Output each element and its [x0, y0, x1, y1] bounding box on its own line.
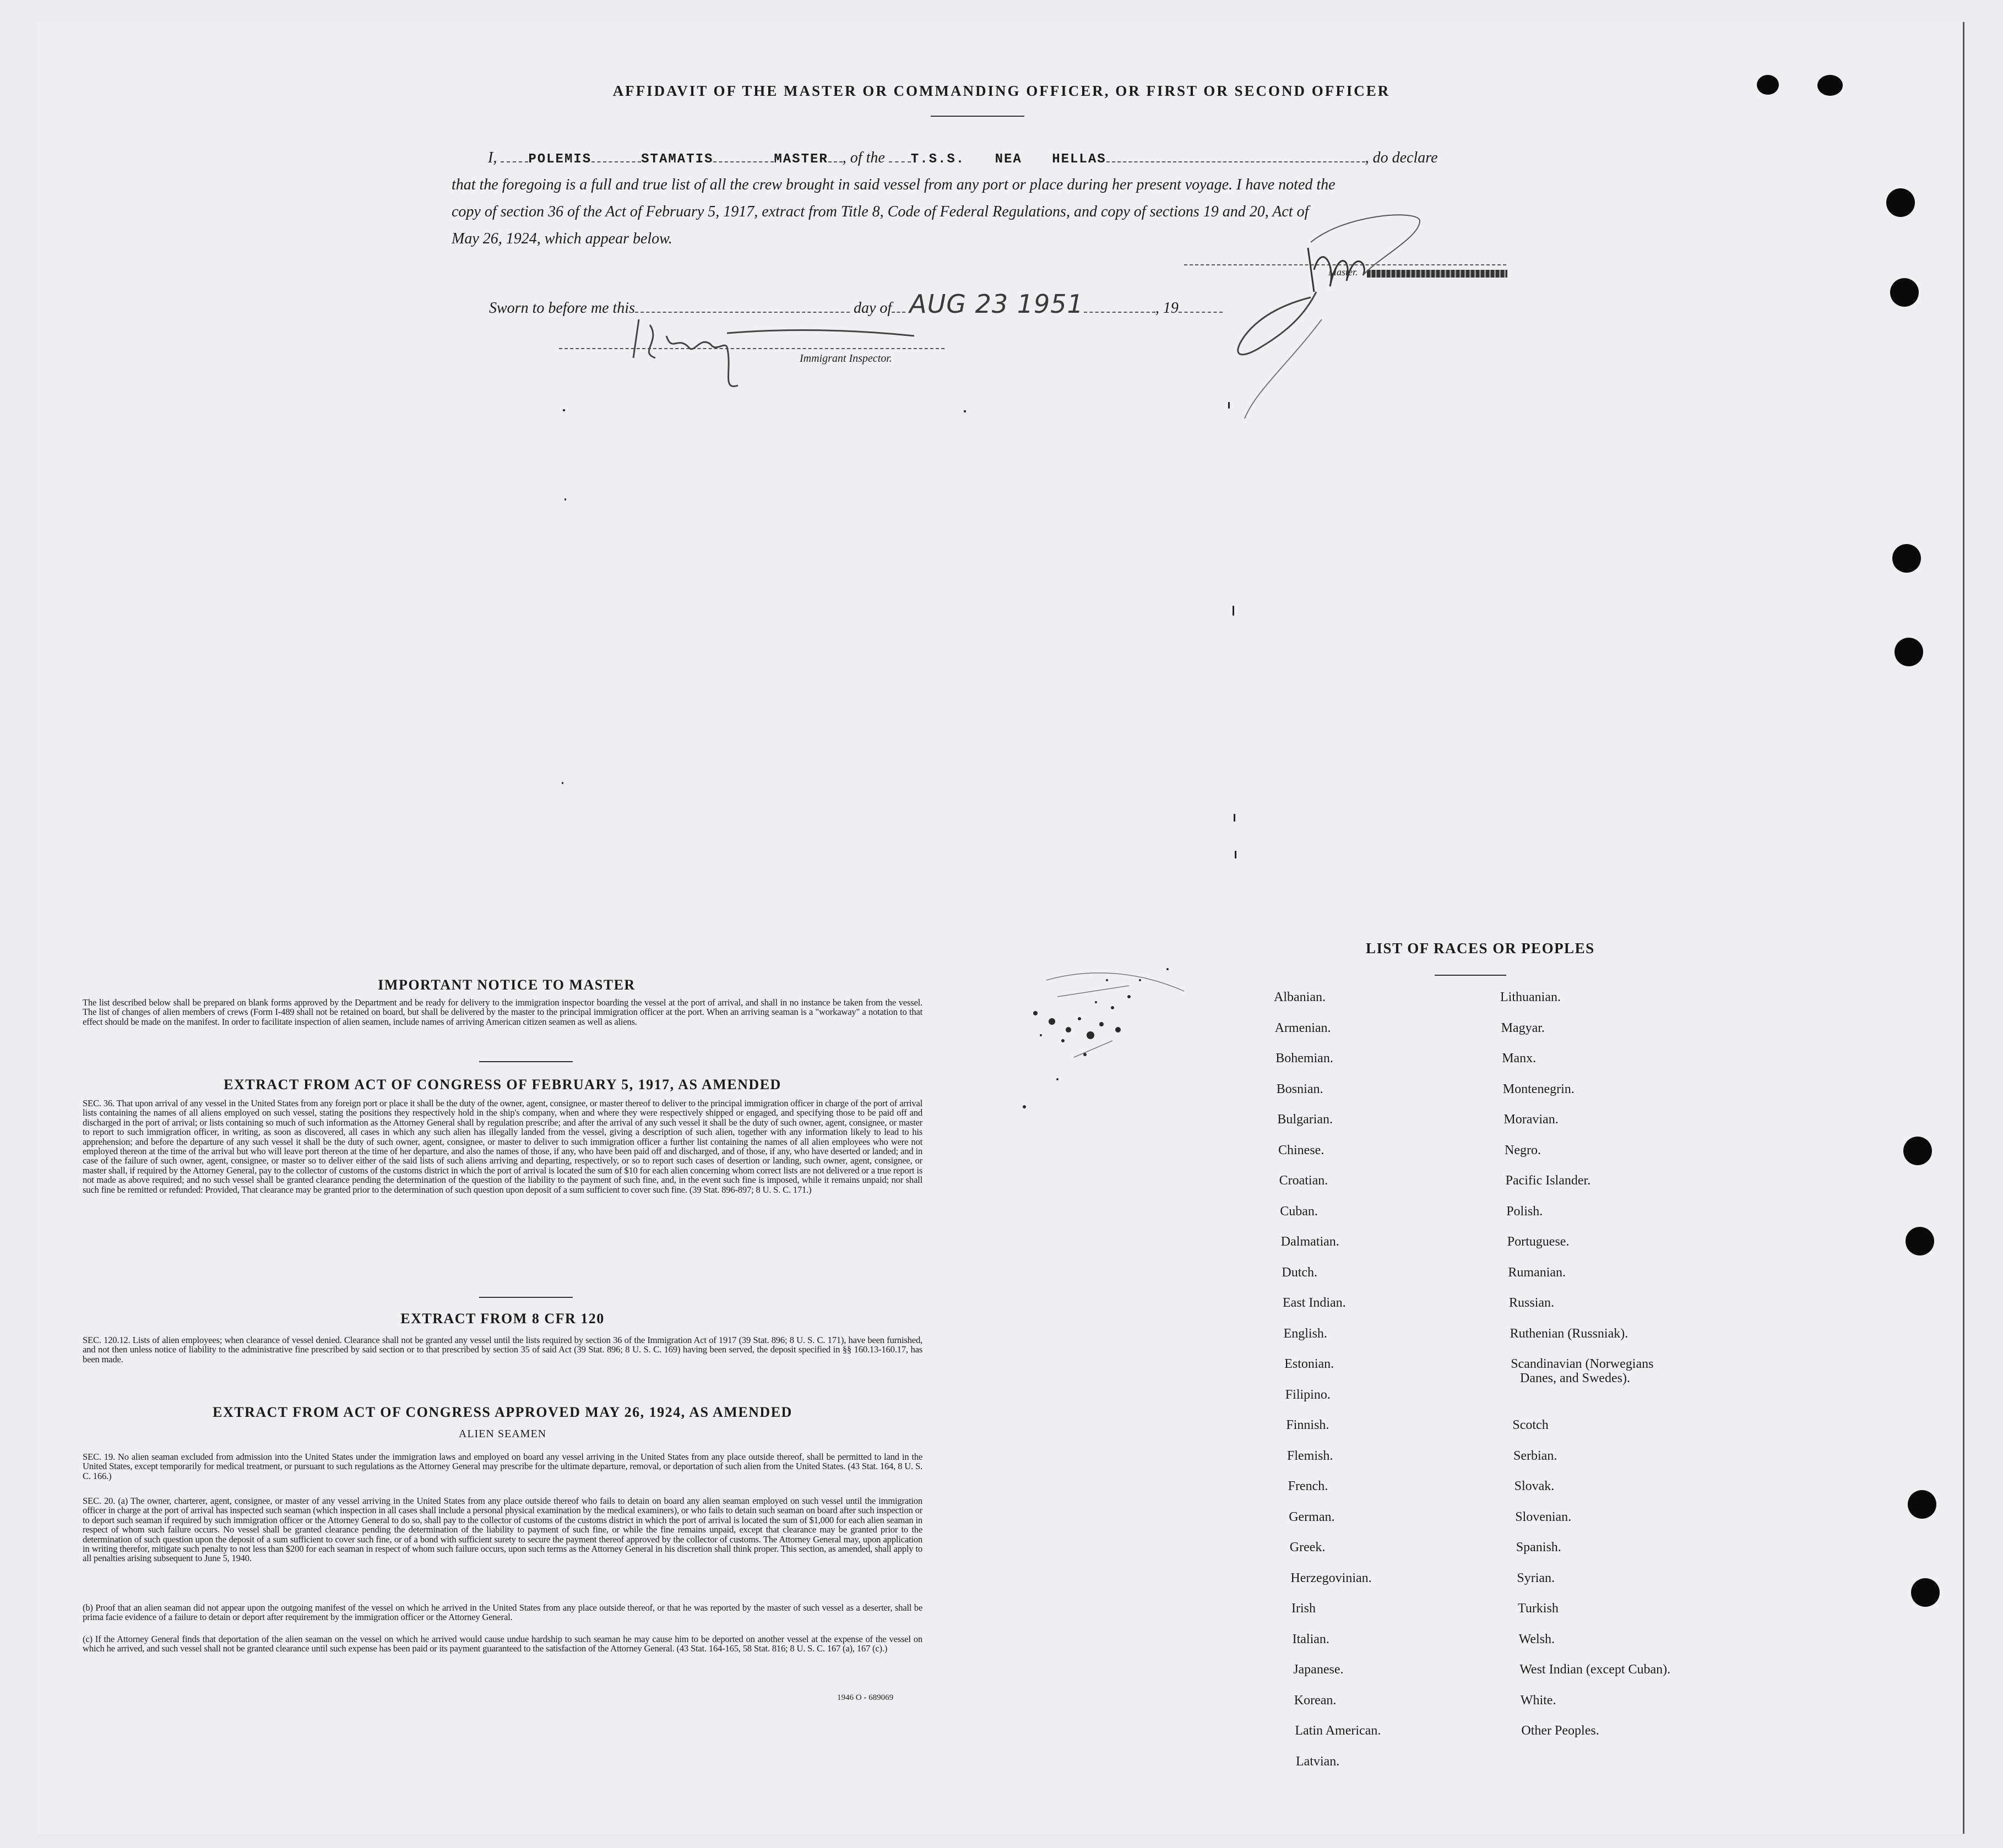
year-prefix: , 19 [1155, 300, 1179, 317]
declaration-line-3: copy of section 36 of the Act of February 5, 1917, extract from Title 8, Code of Federal Regulations, and copy of sections 19 and 20, Act of [452, 203, 1309, 220]
print-code: 1946 O - 689069 [837, 1693, 894, 1702]
race-item: Cuban. [1280, 1204, 1318, 1219]
race-item: Chinese. [1278, 1143, 1325, 1157]
race-item: Moravian. [1503, 1112, 1559, 1127]
speck [964, 410, 966, 412]
extract-1924-sec20a: SEC. 20. (a) The owner, charterer, agent, consignee, or master of any vessel arriving in the United States from any place outside thereof who fails to detain on board any alien seaman employed on such vessel until the immigration officer in charge at the port of arrival has inspected such seaman (which inspection in all cases shall include a personal physical examination by the medical examiners), or who fails to detain such seaman on board after such inspection or to deport such seaman if required by such immigration officer or the Attorney General to do so, shall pay to the collector of customs of the customs district in which the port of arrival is located the sum of $1,000 for each alien seaman in respect of whom such failure occurs. No vessel shall be granted clearance pending the determination of the liability to payment of such fine, or while the fine remains unpaid, except that clearance may be granted prior to the determination of such question upon the deposit of a sum sufficient to cover such fine, or of a bond with sufficient surety to secure the payment thereof approved by the collector of customs. The Attorney General may, upon application in writing therefor, mitigate such penalty to not less than $200 for each seaman in respect of whom such failure occurs, upon such terms as the Attorney General in his discretion shall think proper. This section, as amended, shall apply to all penalties arising subsequent to June 5, 1940. [83, 1496, 922, 1564]
race-item: Manx. [1502, 1051, 1537, 1066]
race-item: Irish [1291, 1601, 1316, 1616]
race-item: Finnish. [1286, 1418, 1329, 1432]
declaration-line-2: that the foregoing is a full and true list of all the crew brought in said vessel from any port or place during her present voyage. I have noted the [452, 176, 1336, 193]
race-item: Latin American. [1295, 1724, 1381, 1738]
speck [564, 498, 566, 501]
race-item: Spanish. [1516, 1540, 1561, 1555]
speck [562, 782, 563, 784]
speck [1234, 814, 1235, 822]
punch-hole [1890, 278, 1919, 307]
speck [563, 409, 565, 411]
inspector-label: Immigrant Inspector. [800, 352, 892, 365]
punch-hole [1895, 638, 1923, 666]
race-item: Albanian. [1274, 990, 1326, 1004]
extract-1924-subtitle: ALIEN SEAMEN [458, 1428, 547, 1440]
vessel-name: T.S.S. NEA HELLAS [910, 152, 1106, 167]
extract-1917-divider [479, 1297, 573, 1298]
day-of-label: day of [853, 300, 892, 317]
date-stamp: AUG 23 1951 [909, 289, 1084, 319]
extract-1924-sec19: SEC. 19. No alien seaman excluded from admission into the United States under the immigration laws and employed on board any vessel arriving in the United States from any place outside thereof, shall be permitted to land in the United States, except temporarily for medical treatment, or pursuant to such regulations as the Attorney General may prescribe for the ultimate departure, removal, or deportation of such alien from the United States. (43 Stat. 164, 8 U. S. C. 166.) [83, 1452, 922, 1481]
extract-1924-title: EXTRACT FROM ACT OF CONGRESS APPROVED MAY 26, 1924, AS AMENDED [213, 1404, 792, 1420]
race-item: Italian. [1292, 1632, 1329, 1646]
race-item: Bohemian. [1275, 1051, 1333, 1066]
race-item: Dutch. [1282, 1265, 1318, 1280]
race-item: Bulgarian. [1277, 1112, 1333, 1127]
extract-cfr-body: SEC. 120.12. Lists of alien employees; when clearance of vessel denied. Clearance shall not be granted any vessel until the lists required by section 36 of the Immigration Act of 1917 (39 Stat. 896; 8 U. S. C. 171), have been furnished, and not then unless notice of liability to the administrative fine prescribed by said section or to that prescribed by section 35 of said Act (39 Stat. 896; 8 U. S. C. 169) having been served, the deposit specified in §§ 160.13-160.17, has been made. [83, 1335, 922, 1365]
race-item: Pacific Islander. [1505, 1173, 1591, 1188]
race-item: Estonian. [1284, 1357, 1334, 1371]
sworn-prefix: Sworn to before me this [489, 300, 635, 317]
race-item: Serbian. [1513, 1448, 1557, 1463]
race-item: Magyar. [1501, 1020, 1545, 1035]
extract-1917-title: EXTRACT FROM ACT OF CONGRESS OF FEBRUARY 5, 1917, AS AMENDED [224, 1077, 781, 1093]
race-item: Greek. [1289, 1540, 1326, 1555]
races-title: LIST OF RACES OR PEOPLES [1366, 940, 1595, 956]
race-item: West Indian (except Cuban). [1519, 1662, 1671, 1677]
race-item: Filipino. [1285, 1387, 1331, 1402]
speck [1228, 402, 1230, 409]
extract-1924-sec20c: (c) If the Attorney General finds that deportation of the alien seaman on the vessel on which he arrived would cause undue hardship to such seaman he may cause him to be deported on another vessel at the expense of the vessel on which he arrived, and such vessel shall not be granted clearance until such expense has been paid or its payment guaranteed to the satisfaction of the Attorney General. (43 Stat. 164-165, 58 Stat. 816; 8 U. S. C. 167 (a), 167 (c).) [83, 1634, 922, 1654]
race-item: Lithuanian. [1500, 990, 1561, 1004]
notice-body: The list described below shall be prepared on blank forms approved by the Department and be ready for delivery to the immigration inspector boarding the vessel at the port of arrival, and shall in no instance be taken from the vessel. The list of changes of alien members of crews (Form I-489 shall not be retained on board, but shall be delivered by the master to the principal immigration officer at the port. When an arriving seaman is a "workaway" a notation to that effect should be made on the manifest. In order to facilitate inspection of alien seamen, include names of arriving American citizen seamen as well as aliens. [83, 997, 922, 1027]
master-surname: POLEMIS [528, 152, 592, 167]
speck [1235, 851, 1236, 858]
speck [1233, 606, 1234, 616]
race-item: Slovenian. [1515, 1509, 1572, 1524]
extract-cfr-title: EXTRACT FROM 8 CFR 120 [400, 1311, 605, 1327]
race-item: Portuguese. [1507, 1235, 1570, 1249]
race-item: Flemish. [1287, 1448, 1333, 1463]
declaration-line-4: May 26, 1924, which appear below. [452, 230, 672, 247]
race-item: East Indian. [1283, 1296, 1346, 1310]
race-item: Welsh. [1518, 1632, 1555, 1646]
ink-splatter [1002, 947, 1234, 1112]
race-item: Herzegovinian. [1290, 1570, 1372, 1585]
race-item: Bosnian. [1276, 1081, 1323, 1096]
inspector-signature-scribble [628, 314, 958, 396]
extract-1924-sec20b: (b) Proof that an alien seaman did not appear upon the outgoing manifest of the vessel on which he arrived in the United States from any place outside thereof, or that he was reported by the master of such vessel as a deserter, shall be prima facie evidence of a failure to detain or deport after requirement by the immigration officer or the Attorney General. [83, 1602, 922, 1623]
race-item: Danes, and Swedes). [1520, 1371, 1630, 1385]
punch-hole [1892, 544, 1921, 573]
race-item: Korean. [1294, 1693, 1337, 1708]
master-given-name: STAMATIS [641, 152, 714, 167]
race-item: Armenian. [1274, 1020, 1331, 1035]
declaration-prefix: I, [488, 149, 497, 166]
title-underline [931, 116, 1024, 117]
declaration-line-1 [488, 144, 1529, 173]
race-item: French. [1288, 1479, 1328, 1493]
races-underline [1435, 975, 1506, 976]
punch-hole [1911, 1578, 1940, 1607]
race-item: Other Peoples. [1521, 1724, 1599, 1738]
race-item: Scotch [1512, 1418, 1549, 1432]
punch-hole [1906, 1227, 1934, 1255]
punch-hole [1903, 1137, 1932, 1165]
notice-divider [479, 1061, 573, 1062]
race-item: Rumanian. [1508, 1265, 1566, 1280]
punch-hole [1908, 1490, 1936, 1519]
race-item: Slovak. [1514, 1479, 1555, 1493]
race-item: White. [1520, 1693, 1556, 1708]
race-item: Ruthenian (Russniak). [1510, 1326, 1629, 1341]
race-item: Russian. [1509, 1296, 1555, 1310]
race-item: Latvian. [1296, 1754, 1340, 1769]
extract-1917-body: SEC. 36. That upon arrival of any vessel in the United States from any foreign port or place it shall be the duty of the owner, agent, consignee, or master thereof to deliver to the principal immigration officer in charge of the port of arrival lists containing the names of all aliens employed on such vessel, stating the positions they respectively hold in the ship's company, when and where they were respectively shipped or engaged, and specifying those to be paid off and discharged in the port of arrival; or lists containing so much of such information as the Attorney General shall by regulation prescribe; and after the arrival of any such vessel it shall be the duty of such owner, agent, consignee, or master to report to such immigration officer, in writing, as soon as discovered, all cases in which any such alien has illegally landed from the vessel, giving a description of such alien, together with any information likely to lead to his apprehension; and before the departure of any such vessel it shall be the duty of such owner, agent, consignee, or master to deliver to such immigration officer a further list containing the names of all alien employees who were not employed thereon at the time of the arrival but who will leave port thereon at the time of her departure, and also the names of those, if any, who have been paid off and discharged, and of those, if any, who have deserted or landed; and in case of the failure of such owner, agent, consignee, or master so to deliver either of the said lists of such aliens arriving and departing, respectively, or so to report such cases of desertion or landing, such owner, agent, consignee, or master shall, if required by the Attorney General, pay to the collector of customs of the customs district in which the port of arrival is located the sum of $10 for each alien concerning whom correct lists are not delivered or a true report is not made as above required; and no such vessel shall be granted clearance pending the determination of the question of the liability to the payment of such fine, and, in the event such fine is imposed, while it remains unpaid; nor shall such fine be remitted or refunded: Provided, That clearance may be granted prior to the determination of such question upon deposit of a sum sufficient to cover such fine. (39 Stat. 896-897; 8 U. S. C. 171.) [83, 1098, 922, 1195]
race-item: Turkish [1518, 1601, 1559, 1616]
race-item: Montenegrin. [1502, 1081, 1575, 1096]
do-declare-label: , do declare [1365, 149, 1438, 166]
race-item: Polish. [1506, 1204, 1543, 1219]
race-item: English. [1283, 1326, 1327, 1341]
master-label: Master. [1328, 267, 1358, 278]
race-item: Syrian. [1517, 1570, 1555, 1585]
master-rank: MASTER [774, 152, 828, 167]
race-item: Japanese. [1293, 1662, 1344, 1677]
race-item: German. [1289, 1509, 1335, 1524]
race-item: Scandinavian (Norwegians [1511, 1357, 1654, 1371]
notice-title: IMPORTANT NOTICE TO MASTER [378, 977, 636, 993]
race-item: Croatian. [1279, 1173, 1328, 1188]
punch-hole [1886, 188, 1915, 217]
race-item: Dalmatian. [1280, 1235, 1339, 1249]
race-item: Negro. [1505, 1143, 1541, 1157]
affidavit-title: AFFIDAVIT OF THE MASTER OR COMMANDING OFFICER, OR FIRST OR SECOND OFFICER [612, 83, 1391, 99]
of-the-label: , of the [842, 149, 885, 166]
